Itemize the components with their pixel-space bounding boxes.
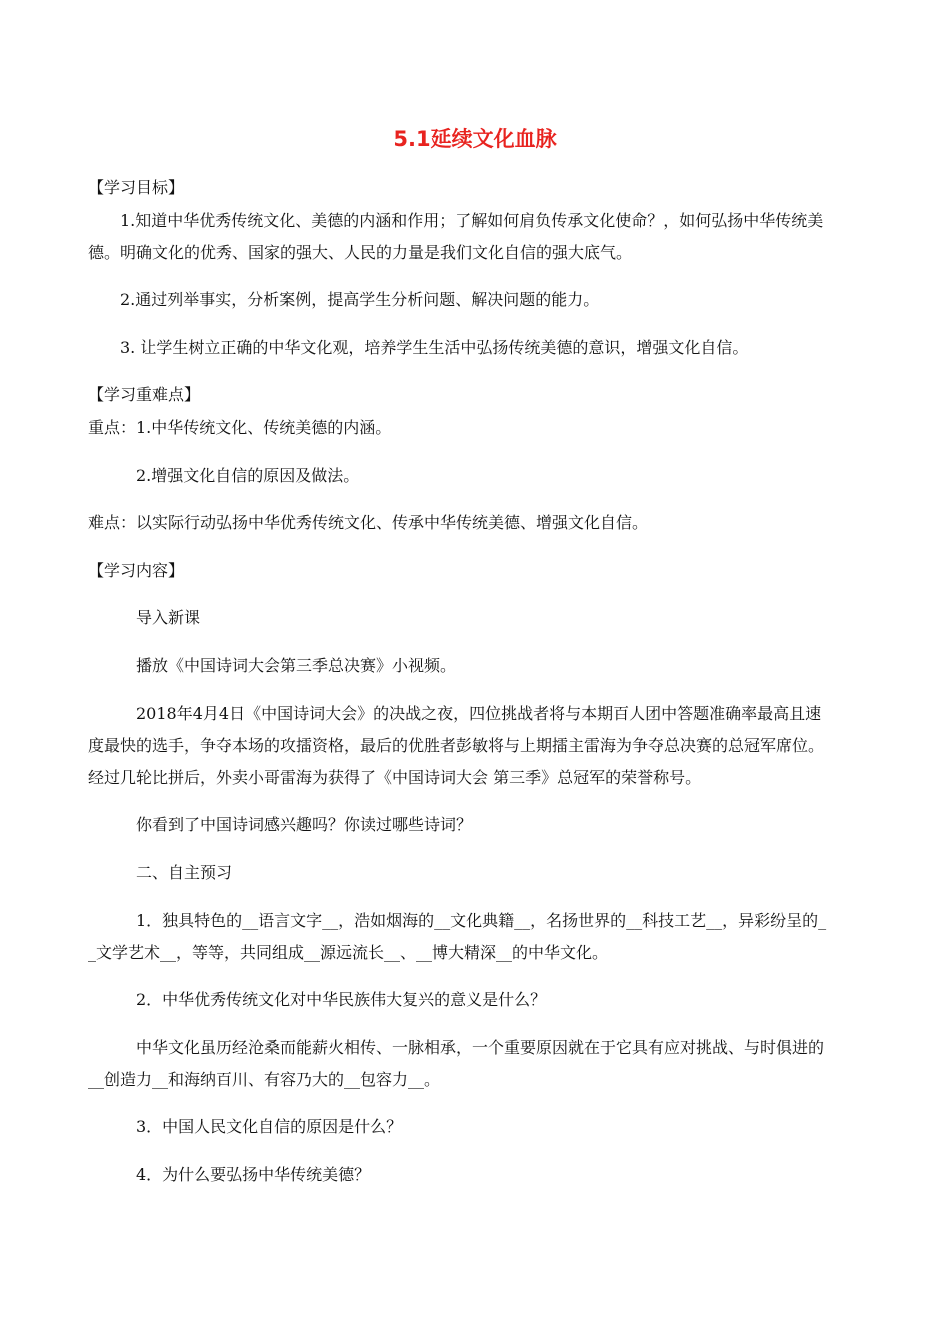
story-line-1: 2018年4月4日《中国诗词大会》的决战之夜，四位挑战者将与本期百人团中答题准确率最高且速	[136, 704, 822, 723]
objective-2: 2.通过列举事实，分析案例，提高学生分析问题、解决问题的能力。	[120, 290, 600, 309]
objectives-heading: 【学习目标】	[88, 178, 185, 197]
key-point-2: 2.增强文化自信的原因及做法。	[136, 466, 360, 485]
answer-2-line-1: 中华文化虽历经沧桑而能薪火相传、一脉相承，一个重要原因就在于它具有应对挑战、与时俱进的	[136, 1038, 825, 1057]
objective-3: 3. 让学生树立正确的中华文化观，培养学生生活中弘扬传统美德的意识，增强文化自信。	[120, 338, 749, 357]
question-2: 2．中华优秀传统文化对中华民族伟大复兴的意义是什么？	[136, 990, 547, 1009]
story-line-2: 度最快的选手，争夺本场的攻擂资格，最后的优胜者彭敏将与上期擂主雷海为争夺总决赛的总冠军席位。	[88, 736, 825, 755]
intro-label: 导入新课	[136, 608, 201, 627]
document-title: 5.1延续文化血脉	[393, 127, 557, 151]
story-line-3: 经过几轮比拼后，外卖小哥雷海为获得了《中国诗词大会 第三季》总冠军的荣誉称号。	[88, 768, 702, 787]
discussion-question: 你看到了中国诗词感兴趣吗？你读过哪些诗词？	[136, 815, 473, 834]
preview-heading: 二、自主预习	[136, 863, 233, 882]
answer-2-line-2: __创造力__和海纳百川、有容乃大的__包容力__。	[88, 1070, 441, 1089]
objective-1-line-2: 德。明确文化的优秀、国家的强大、人民的力量是我们文化自信的强大底气。	[88, 243, 633, 262]
question-4: 4．为什么要弘扬中华传统美德？	[136, 1165, 371, 1184]
question-3: 3．中国人民文化自信的原因是什么？	[136, 1117, 403, 1136]
key-points-heading: 【学习重难点】	[88, 385, 201, 404]
difficulty-point: 难点：以实际行动弘扬中华优秀传统文化、传承中华传统美德、增强文化自信。	[88, 513, 649, 532]
objective-1-line-1: 1.知道中华优秀传统文化、美德的内涵和作用；了解如何肩负传承文化使命？，如何弘扬中华传统美	[120, 211, 824, 230]
play-video-text: 播放《中国诗词大会第三季总决赛》小视频。	[136, 656, 457, 675]
key-point-1: 重点：1.中华传统文化、传统美德的内涵。	[88, 418, 392, 437]
question-1-line-2: _文学艺术__，等等，共同组成__源远流长__、__博大精深__的中华文化。	[88, 943, 609, 962]
content-heading: 【学习内容】	[88, 561, 185, 580]
question-1-line-1: 1．独具特色的__语言文字__，浩如烟海的__文化典籍__，名扬世界的__科技工艺__，异彩纷呈的_	[136, 911, 827, 930]
